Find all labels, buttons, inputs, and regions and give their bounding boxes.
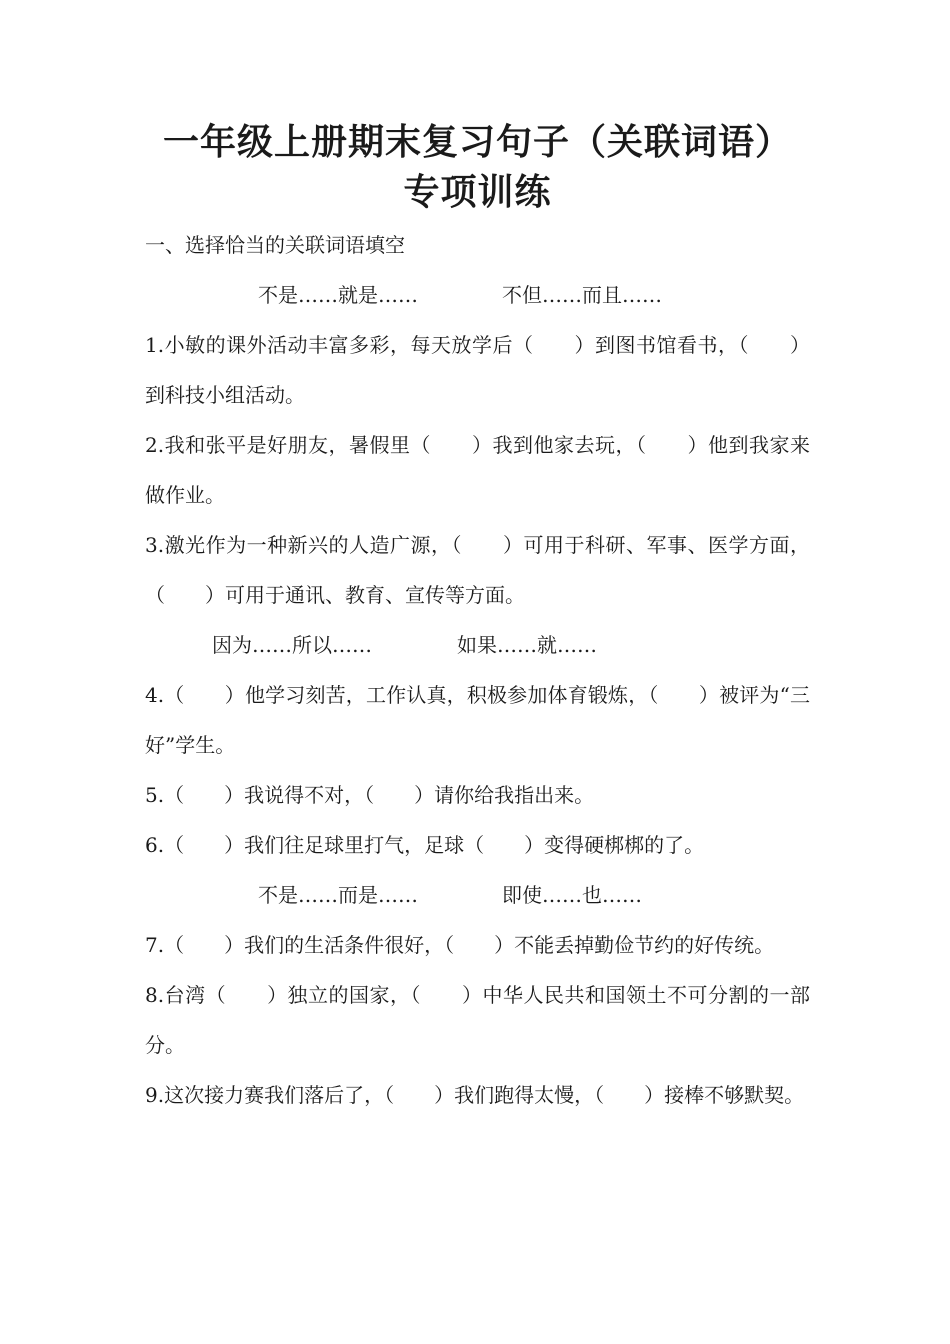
question-6: 6.（ ）我们往足球里打气，足球（ ）变得硬梆梆的了。 xyxy=(145,833,705,857)
word-option: 如果……就…… xyxy=(457,633,597,657)
word-option: 即使……也…… xyxy=(502,883,642,907)
page-title xyxy=(145,118,810,218)
word-option: 不是……而是…… xyxy=(258,883,418,907)
question-8: 8.台湾（ ）独立的国家，（ ）中华人民共和国领土不可分割的一部分。 xyxy=(145,983,810,1057)
word-options-row-1 xyxy=(145,270,810,320)
section-heading: 一、选择恰当的关联词语填空 xyxy=(145,233,405,257)
question-5: 5.（ ）我说得不对，（ ）请你给我指出来。 xyxy=(145,783,595,807)
title-line-2: 专项训练 xyxy=(403,172,552,213)
word-options-row-2 xyxy=(145,620,810,670)
question-9: 9.这次接力赛我们落后了，（ ）我们跑得太慢，（ ）接棒不够默契。 xyxy=(145,1083,805,1107)
word-option: 因为……所以…… xyxy=(212,633,372,657)
word-option: 不是……就是…… xyxy=(258,283,418,307)
question-7: 7.（ ）我们的生活条件很好，（ ）不能丢掉勤俭节约的好传统。 xyxy=(145,933,775,957)
document-page xyxy=(145,118,810,1120)
question-3: 3.激光作为一种新兴的人造广源，（ ）可用于科研、军事、医学方面，（ ）可用于通讯、教育、宣传等方面。 xyxy=(145,533,810,607)
word-option: 不但……而且…… xyxy=(502,283,662,307)
word-options-row-3 xyxy=(145,870,810,920)
question-4: 4.（ ）他学习刻苦，工作认真，积极参加体育锻炼，（ ）被评为“三好”学生。 xyxy=(145,683,810,757)
title-line-1: 一年级上册期末复习句子（关联词语） xyxy=(162,122,792,163)
question-1: 1.小敏的课外活动丰富多彩，每天放学后（ ）到图书馆看书，（ ）到科技小组活动。 xyxy=(145,333,810,407)
question-2: 2.我和张平是好朋友，暑假里（ ）我到他家去玩，（ ）他到我家来做作业。 xyxy=(145,433,810,507)
